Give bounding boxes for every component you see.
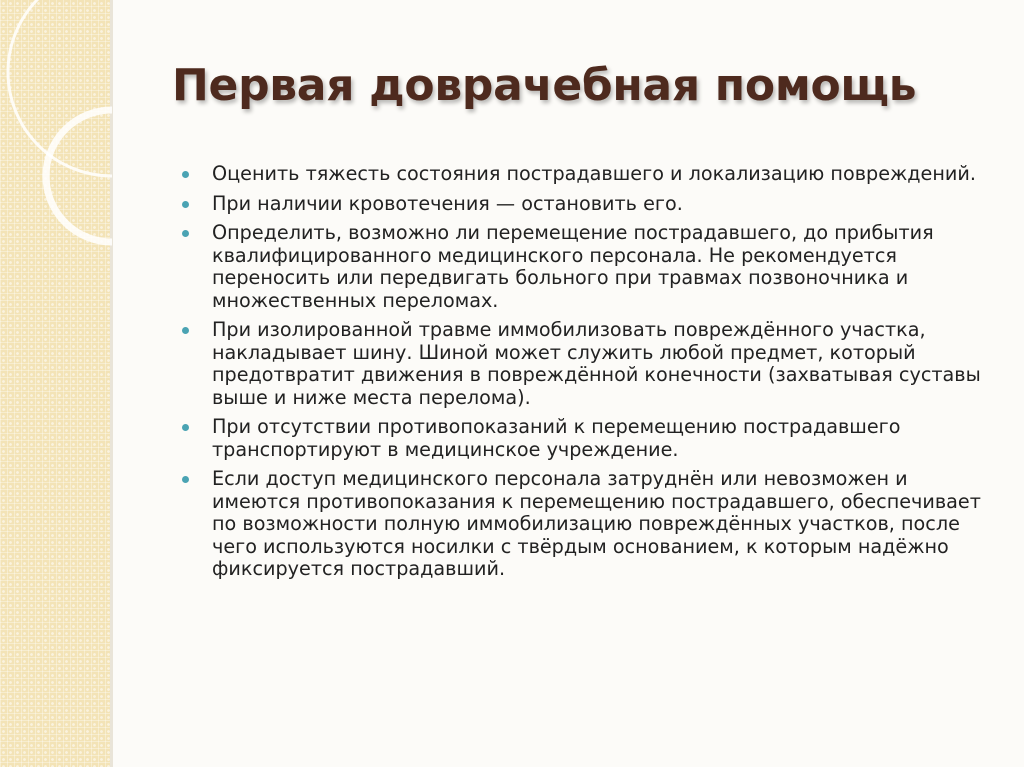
bullet-text: Определить, возможно ли перемещение пострадавшего, до прибытия квалифицированного медицинского персонала. Не рекомендуется переносить или передвигать больного при травмах позвоночника и множественных переломах.	[212, 221, 934, 312]
bullet-text: Оценить тяжесть состояния пострадавшего и локализацию повреждений.	[212, 162, 976, 185]
bullet-item	[180, 193, 1000, 216]
bullet-list	[180, 163, 1000, 588]
bullet-dot-icon	[182, 171, 189, 178]
bullet-text: При изолированной травме иммобилизовать повреждённого участка, накладывает шину. Шиной может служить любой предмет, который предотвратит движения в повреждённой конечности (захватывая суставы выше и ниже места перелома).	[212, 318, 981, 409]
slide-title: Первая доврачебная помощь	[172, 60, 917, 111]
bullet-dot-icon	[182, 327, 189, 334]
bullet-text: При наличии кровотечения — остановить его.	[212, 191, 683, 215]
bullet-dot-icon	[182, 230, 189, 237]
bullet-item	[180, 468, 1000, 581]
bullet-text: Если доступ медицинского персонала затруднён или невозможен и имеются противопоказания к перемещению пострадавшего, обеспечивает по возможности полную иммобилизацию повреждённых участков, после чего используются носилки с твёрдым основанием, к которым надёжно фиксируется пострадавший.	[212, 467, 981, 580]
bullet-dot-icon	[182, 424, 189, 431]
decorative-rings	[0, 0, 112, 767]
bullet-item	[180, 222, 1000, 312]
bullet-item	[180, 319, 1000, 409]
bullet-item	[180, 416, 1000, 461]
decorative-ring-large	[8, 0, 112, 176]
bullet-dot-icon	[182, 201, 189, 208]
bullet-text: При отсутствии противопоказаний к перемещению пострадавшего транспортируют в медицинское учреждение.	[212, 415, 901, 461]
bullet-dot-icon	[182, 476, 189, 483]
bullet-item	[180, 163, 1000, 186]
